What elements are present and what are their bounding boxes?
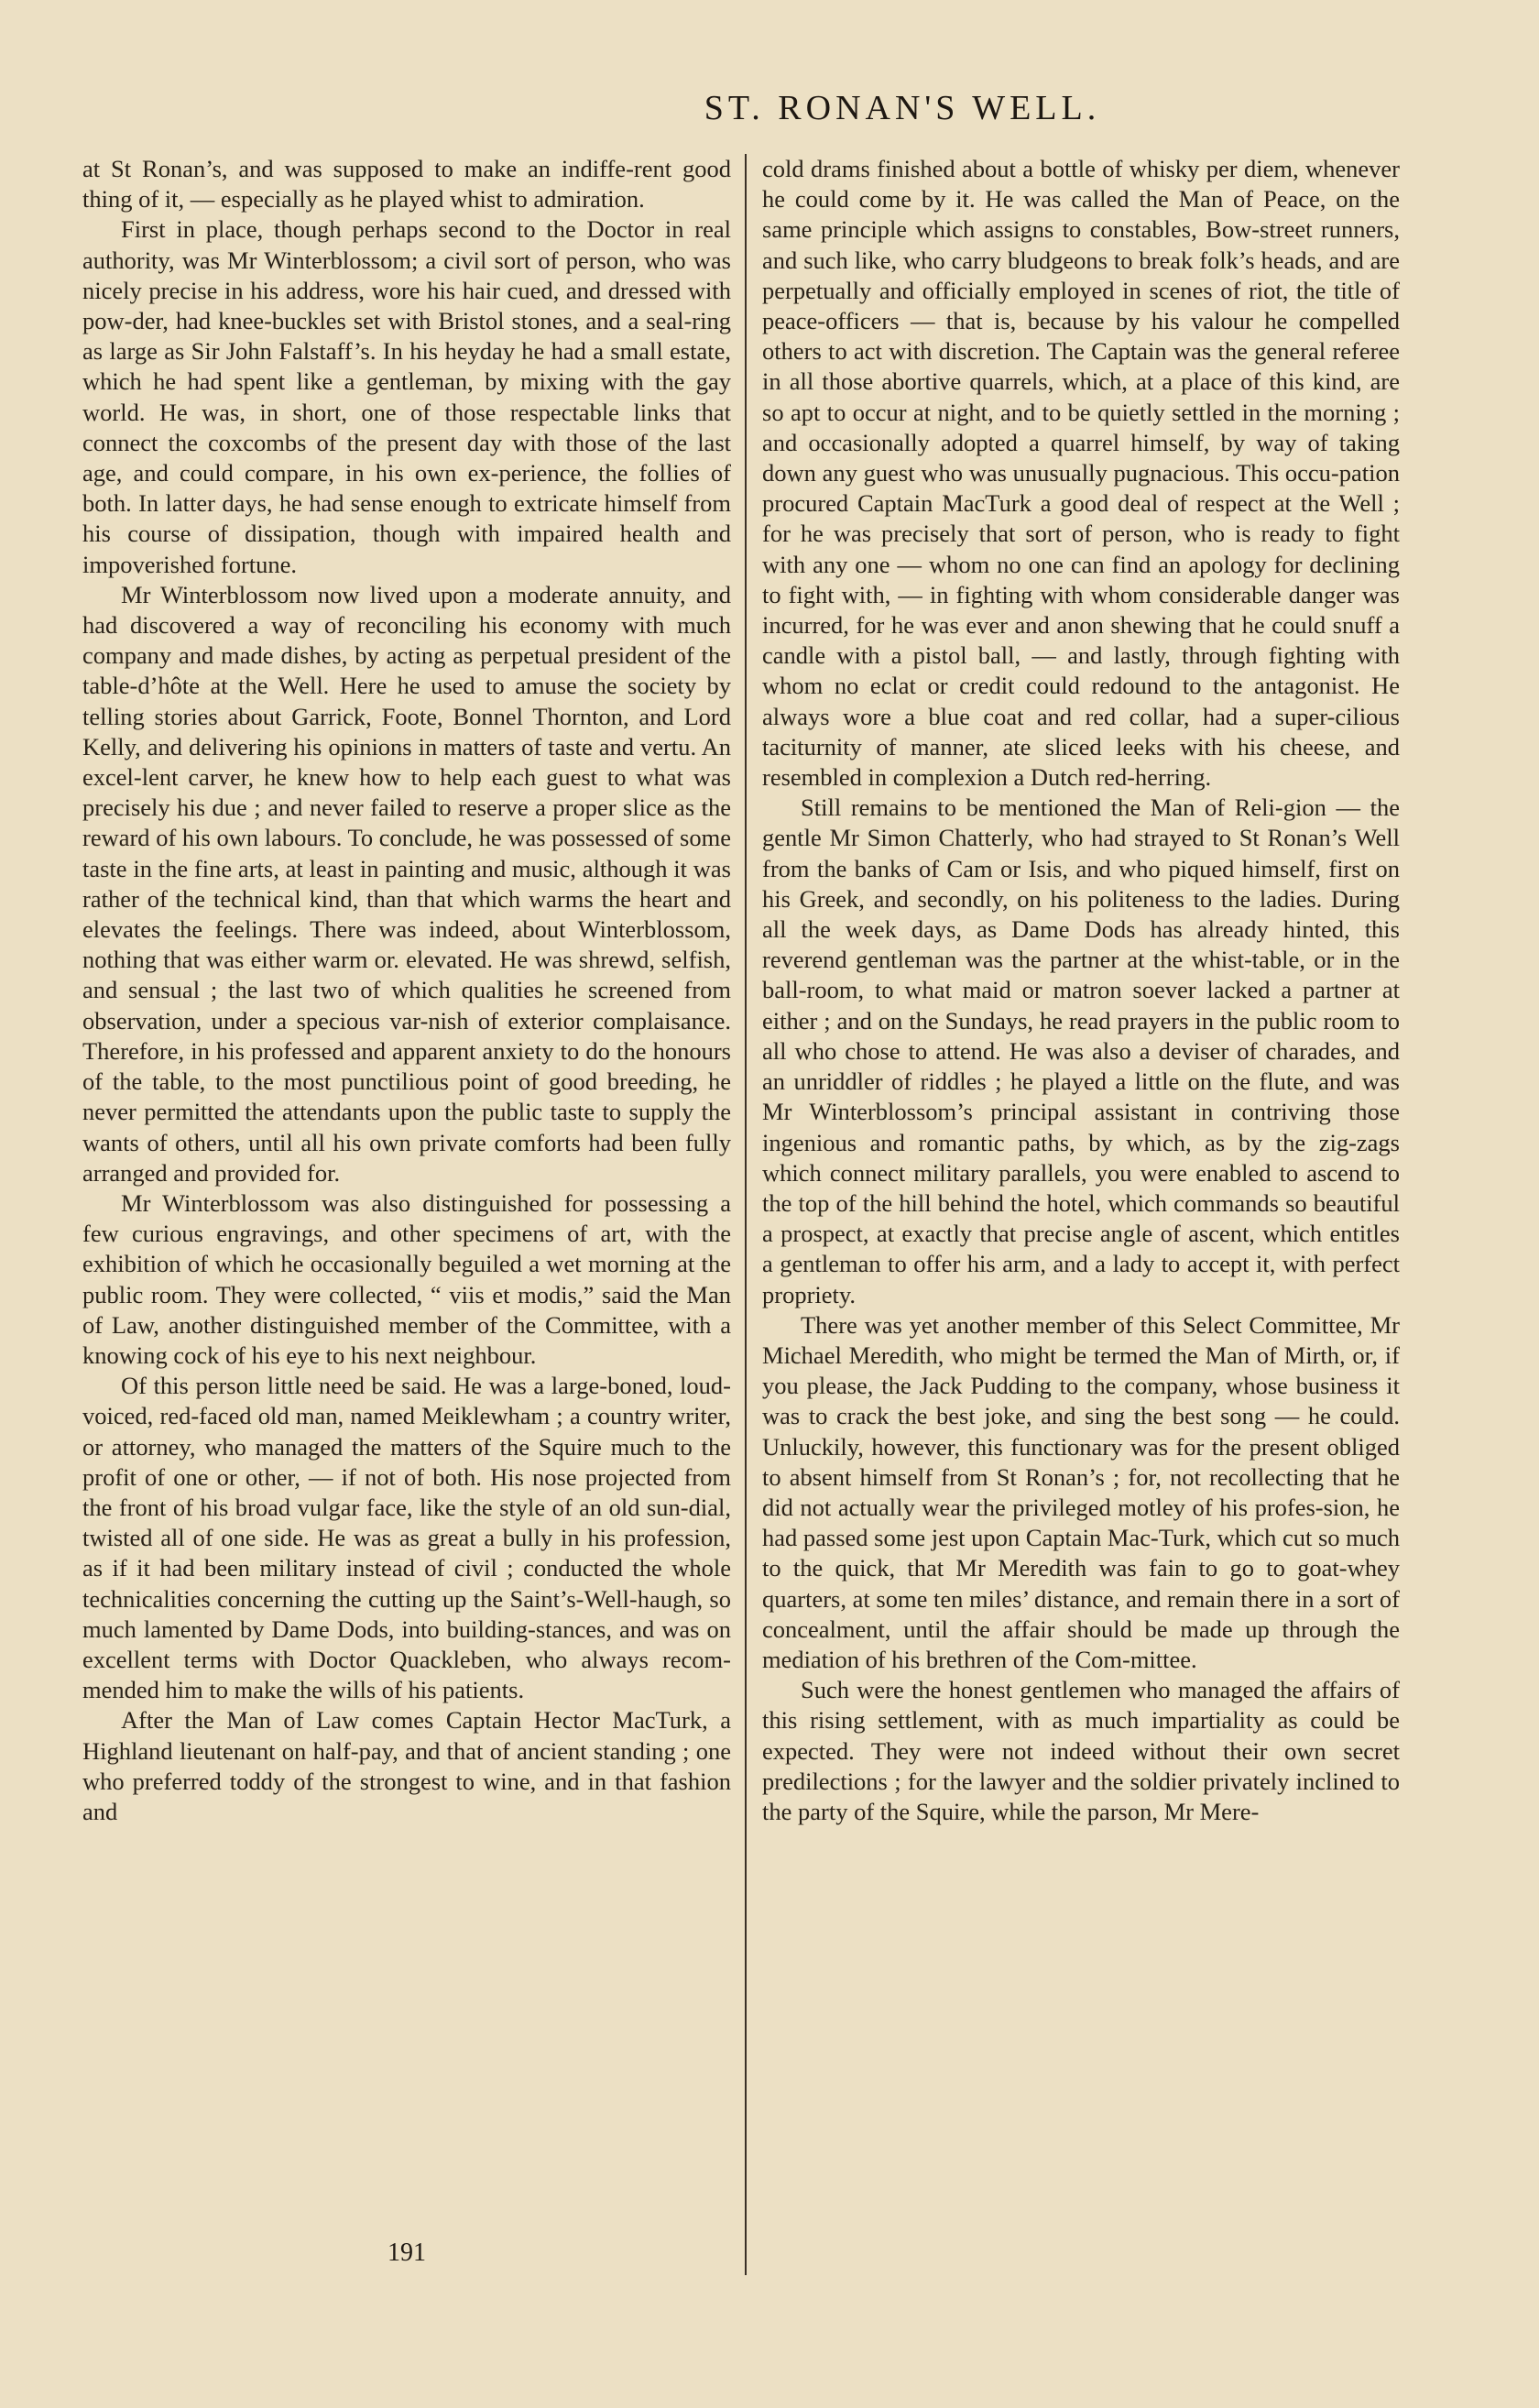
running-head: ST. RONAN'S WELL. bbox=[704, 89, 1101, 127]
right-column bbox=[762, 154, 1400, 2252]
paragraph: First in place, though perhaps second to the Doctor in real authority, was Mr Winterblossom; a civil sort of person, who was nicely precise in his address, wore his hair cued, and dressed with pow-der, had knee-buckles set with Bristol stones, and a seal-ring as large as Sir John Falstaff’s. In his heyday he had a small estate, which he had spent like a gentleman, by mixing with the gay world. He was, in short, one of those respectable links that connect the coxcombs of the present day with those of the last age, and could compare, in his own ex-perience, the follies of both. In latter days, he had sense enough to extricate himself from his course of dissipation, though with impaired health and impoverished fortune. bbox=[82, 215, 731, 578]
left-column bbox=[82, 154, 731, 2252]
paragraph: at St Ronan’s, and was supposed to make an indiffe-rent good thing of it, — especially as he played whist to admiration. bbox=[82, 155, 731, 213]
paragraph: Mr Winterblossom was also distinguished for possessing a few curious engravings, and other specimens of art, with the exhibition of which he occasionally beguiled a wet morning at the public room. They were collected, “ viis et modis,” said the Man of Law, another distinguished member of the Committee, with a knowing cock of his eye to his next neighbour. bbox=[82, 1188, 731, 1369]
paragraph: Of this person little need be said. He was a large-boned, loud-voiced, red-faced old man, named Meiklewham ; a country writer, or attorney, who managed the matters of the Squire much to the profit of one or other, — if not of both. His nose projected from the front of his broad vulgar face, like the style of an old sun-dial, twisted all of one side. He was as great a bully in his profession, as if it had been military instead of civil ; conducted the whole technicalities concerning the cutting up the Saint’s-Well-haugh, so much lamented by Dame Dods, into building-stances, and was on excellent terms with Doctor Quackleben, who always recom-mended him to make the wills of his patients. bbox=[82, 1372, 731, 1704]
column-divider bbox=[745, 154, 747, 2275]
paragraph: cold drams finished about a bottle of whisky per diem, whenever he could come by it. He was called the Man of Peace, on the same principle which assigns to constables, Bow-street runners, and such like, who carry bludgeons to break folk’s heads, and are perpetually and officially employed in scenes of riot, the title of peace-officers — that is, because by his valour he compelled others to act with discretion. The Captain was the general referee in all those abortive quarrels, which, at a place of this kind, are so apt to occur at night, and to be quietly settled in the morning ; and occasionally adopted a quarrel himself, by way of taking down any guest who was unusually pugnacious. This occu-pation procured Captain MacTurk a good deal of respect at the Well ; for he was precisely that sort of person, who is ready to fight with any one — whom no one can find an apology for declining to fight with, — in fighting with whom considerable danger was incurred, for he was ever and anon shewing that he could snuff a candle with a pistol ball, — and lastly, through fighting with whom no eclat or credit could redound to the antagonist. He always wore a blue coat and red collar, had a super-cilious taciturnity of manner, ate sliced leeks with his cheese, and resembled in complexion a Dutch red-herring. bbox=[762, 155, 1400, 792]
paragraph: Mr Winterblossom now lived upon a moderate annuity, and had discovered a way of reconciling his economy with much company and made dishes, by acting as perpetual president of the table-d’hôte at the Well. Here he used to amuse the society by telling stories about Garrick, Foote, Bonnel Thornton, and Lord Kelly, and delivering his opinions in matters of taste and vertu. An excel-lent carver, he knew how to help each guest to what was precisely his due ; and never failed to reserve a proper slice as the reward of his own labours. To conclude, he was possessed of some taste in the fine arts, at least in painting and music, although it was rather of the technical kind, than that which warms the heart and elevates the feelings. There was indeed, about Winterblossom, nothing that was either warm or. elevated. He was shrewd, selfish, and sensual ; the last two of which qualities he screened from observation, under a specious var-nish of exterior complaisance. Therefore, in his professed and apparent anxiety to do the honours of the table, to the most punctilious point of good breeding, he never permitted the attendants upon the public taste to supply the wants of others, until all his own private comforts had been fully arranged and provided for. bbox=[82, 580, 731, 1187]
paragraph: Such were the honest gentlemen who managed the affairs of this rising settlement, with as much impartiality as could be expected. They were not indeed without their own secret predilections ; for the lawyer and the soldier privately inclined to the party of the Squire, while the parson, Mr Mere- bbox=[762, 1676, 1400, 1825]
paragraph: There was yet another member of this Select Committee, Mr Michael Meredith, who might be termed the Man of Mirth, or, if you please, the Jack Pudding to the company, whose business it was to crack the best joke, and sing the best song — he could. Unluckily, however, this functionary was for the present obliged to absent himself from St Ronan’s ; for, not recollecting that he did not actually wear the privileged motley of his profes-sion, he had passed some jest upon Captain Mac-Turk, which cut so much to the quick, that Mr Meredith was fain to go to goat-whey quarters, at some ten miles’ distance, and remain there in a sort of concealment, until the affair should be made up through the mediation of his brethren of the Com-mittee. bbox=[762, 1310, 1400, 1673]
paragraph: Still remains to be mentioned the Man of Reli-gion — the gentle Mr Simon Chatterly, who had strayed to St Ronan’s Well from the banks of Cam or Isis, and who piqued himself, first on his Greek, and secondly, on his politeness to the ladies. During all the week days, as Dame Dods has already hinted, this reverend gentleman was the partner at the whist-table, or in the ball-room, to what maid or matron soever lacked a partner at either ; and on the Sundays, he read prayers in the public room to all who chose to attend. He was also a deviser of charades, and an unriddler of riddles ; he played a little on the flute, and was Mr Winterblossom’s principal assistant in contriving those ingenious and romantic paths, by which, as by the zig-zags which connect military parallels, you were enabled to ascend to the top of the hill behind the hotel, which commands so beautiful a prospect, at exactly that precise angle of ascent, which entitles a gentleman to offer his arm, and a lady to accept it, with perfect propriety. bbox=[762, 794, 1400, 1308]
page-number: 191 bbox=[387, 2238, 426, 2267]
paragraph: After the Man of Law comes Captain Hector MacTurk, a Highland lieutenant on half-pay, and that of ancient standing ; one who preferred toddy of the strongest to wine, and in that fashion and bbox=[82, 1706, 731, 1825]
